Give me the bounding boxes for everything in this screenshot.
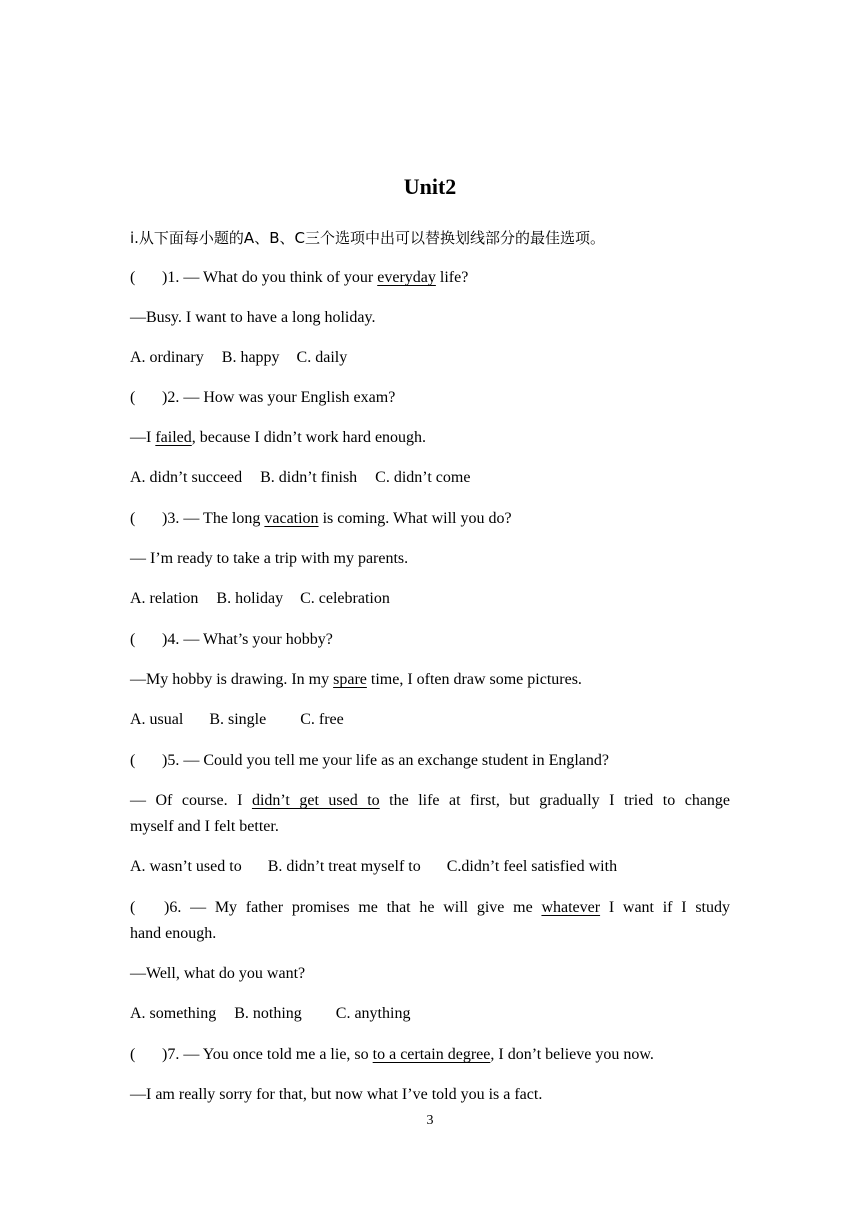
underlined-phrase: to a certain degree: [372, 1046, 491, 1063]
options-4: [130, 710, 730, 730]
option-a: A. ordinary: [130, 349, 204, 366]
option-b: B. nothing: [234, 1005, 302, 1022]
option-a: A. wasn’t used to: [130, 858, 242, 875]
answer-text-rest: the life at first, but gradually I tried to change: [379, 792, 731, 809]
underlined-word: failed: [155, 429, 192, 446]
option-a: A. didn’t succeed: [130, 469, 243, 486]
question-1: [130, 268, 730, 288]
question-text-rest: life?: [435, 269, 469, 286]
question-text: )6. — My father promises me that he will give me: [164, 899, 542, 916]
underlined-phrase: didn’t get used to: [251, 792, 380, 809]
options-6: [130, 1004, 730, 1024]
answer-blank: (: [130, 752, 136, 769]
option-b: B. single: [209, 711, 267, 728]
question-text: )4. — What’s your hobby?: [162, 631, 333, 648]
answer-blank: (: [130, 389, 136, 406]
answer-blank: (: [130, 631, 136, 648]
answer-2: [130, 428, 730, 448]
options-5: [130, 857, 730, 877]
answer-blank: (: [130, 269, 136, 286]
question-text-rest: is coming. What will you do?: [318, 510, 512, 527]
question-5: [130, 751, 730, 771]
question-text: )5. — Could you tell me your life as an exchange student in England?: [162, 752, 609, 769]
option-b: B. happy: [221, 349, 280, 366]
answer-blank: (: [130, 899, 136, 916]
answer-text-rest: , because I didn’t work hard enough.: [191, 429, 427, 446]
underlined-word: vacation: [264, 510, 319, 527]
question-7: [130, 1045, 730, 1065]
answer-7: —I am really sorry for that, but now what I’ve told you is a fact.: [130, 1086, 543, 1103]
answer-text: —I: [130, 429, 156, 446]
answer-text: —My hobby is drawing. In my: [130, 671, 334, 688]
option-a: A. something: [130, 1005, 217, 1022]
question-text-rest: I want if I study: [600, 899, 730, 916]
answer-text: — Of course. I: [130, 792, 252, 809]
question-text: )2. — How was your English exam?: [162, 389, 396, 406]
option-c: C. daily: [296, 349, 348, 366]
answer-5-line-2: myself and I felt better.: [130, 818, 279, 835]
option-a: A. relation: [130, 590, 199, 607]
underlined-word: everyday: [377, 269, 436, 286]
option-b: B. holiday: [216, 590, 284, 607]
question-6-line-2: hand enough.: [130, 925, 217, 942]
options-2: [130, 468, 730, 488]
question-text: )1. — What do you think of your: [162, 269, 378, 286]
option-c: C. free: [300, 711, 344, 728]
option-a: A. usual: [130, 711, 184, 728]
question-4: [130, 630, 730, 650]
option-c: C.didn’t feel satisfied with: [446, 858, 618, 875]
options-3: [130, 589, 730, 609]
answer-text-rest: time, I often draw some pictures.: [366, 671, 582, 688]
answer-blank: (: [130, 510, 136, 527]
unit-title: Unit2: [403, 174, 457, 199]
option-c: C. didn’t come: [375, 469, 471, 486]
answer-6: —Well, what do you want?: [130, 965, 306, 982]
instruction-line: [130, 228, 730, 249]
question-3: [130, 509, 730, 529]
answer-1: —Busy. I want to have a long holiday.: [130, 309, 376, 326]
question-6-line-1: [130, 898, 730, 918]
underlined-word: spare: [333, 671, 367, 688]
answer-4: [130, 670, 730, 690]
option-b: B. didn’t treat myself to: [267, 858, 421, 875]
question-text: )3. — The long: [162, 510, 265, 527]
answer-3: — I’m ready to take a trip with my parents.: [130, 550, 409, 567]
option-b: B. didn’t finish: [260, 469, 358, 486]
answer-5-line-1: [130, 791, 730, 811]
underlined-word: whatever: [541, 899, 601, 916]
question-2: [130, 388, 730, 408]
option-c: C. anything: [335, 1005, 411, 1022]
option-c: C. celebration: [300, 590, 390, 607]
instruction-text: i.从下面每小题的A、B、C三个选项中出可以替换划线部分的最佳选项。: [130, 229, 605, 247]
answer-blank: (: [130, 1046, 136, 1063]
options-1: [130, 348, 730, 368]
question-text-rest: , I don’t believe you now.: [490, 1046, 654, 1063]
question-text: )7. — You once told me a lie, so: [162, 1046, 373, 1063]
page-number: 3: [426, 1113, 434, 1128]
